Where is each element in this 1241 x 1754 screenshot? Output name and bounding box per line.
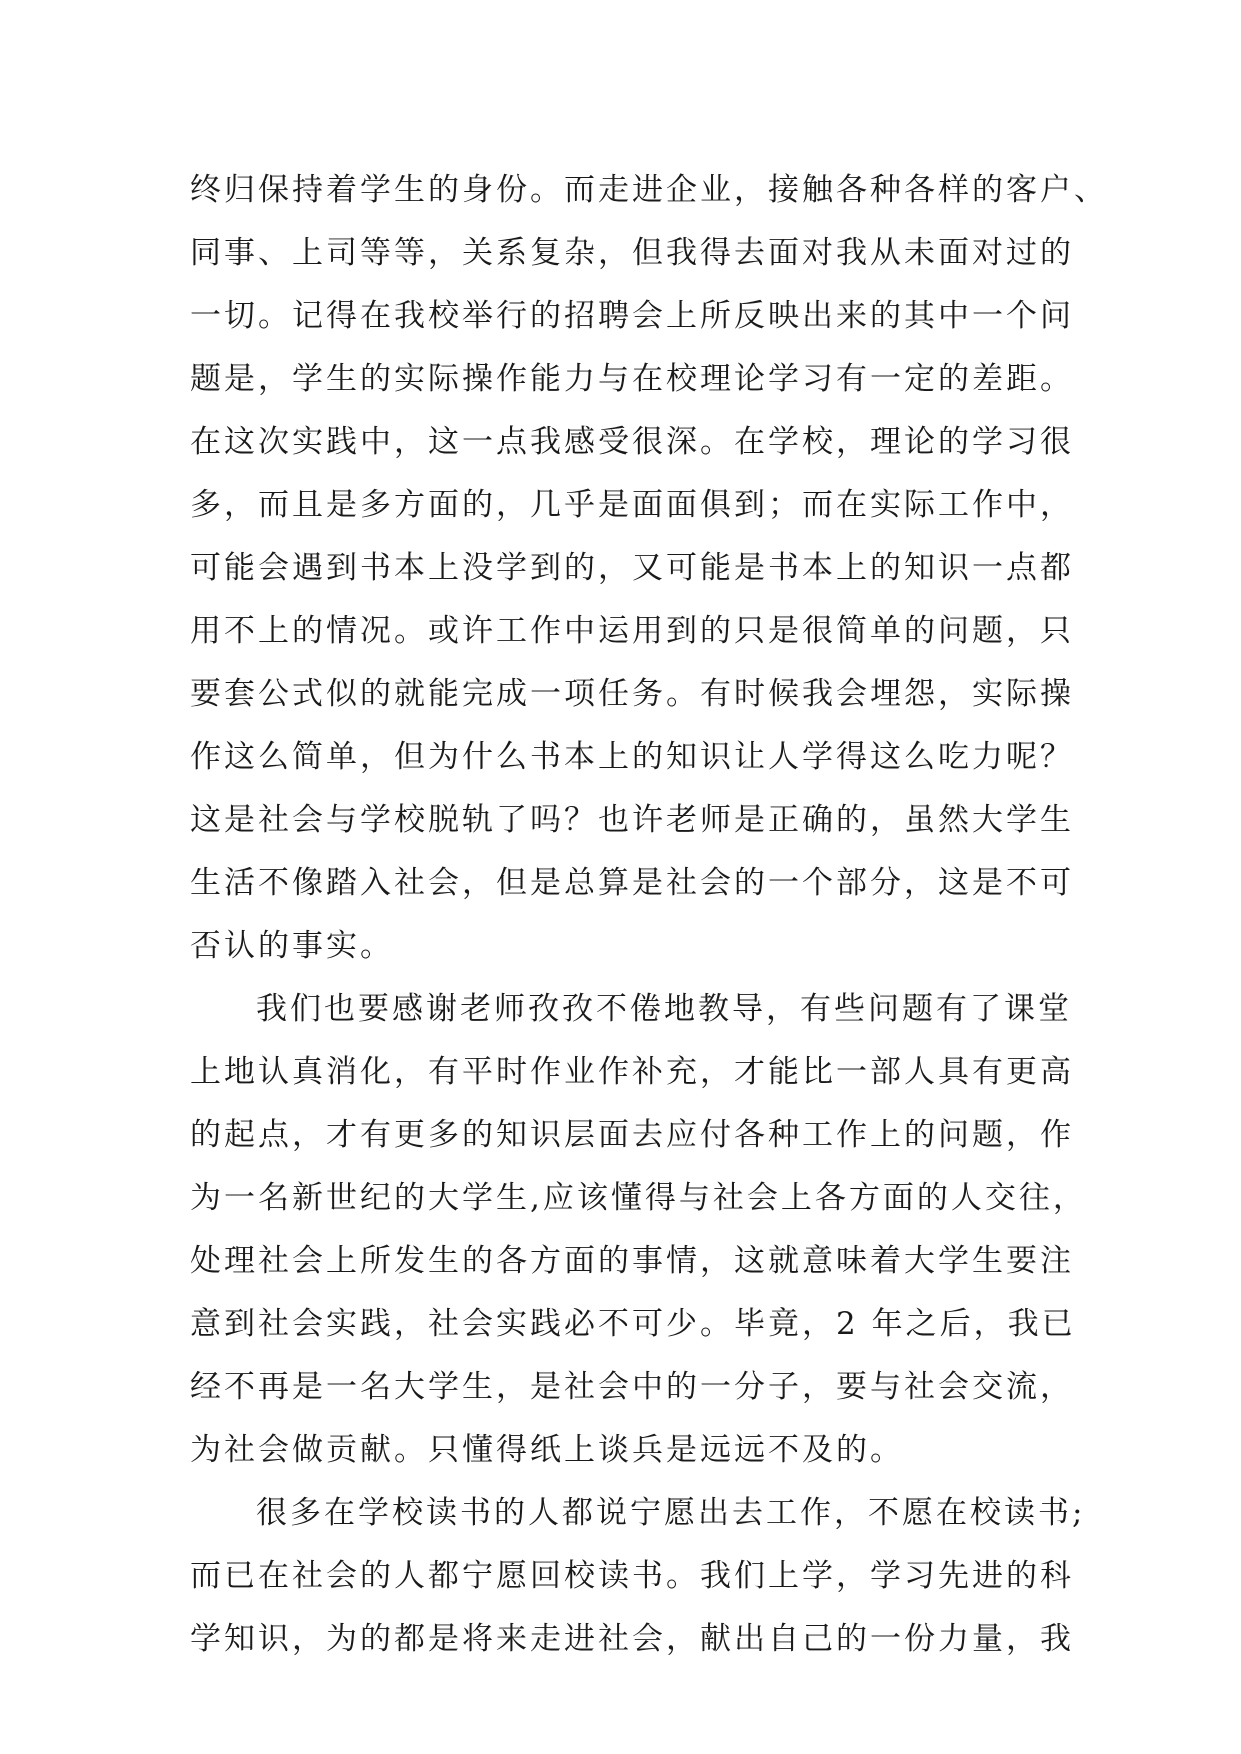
text-line: 处理社会上所发生的各方面的事情，这就意味着大学生要注 bbox=[190, 1243, 1074, 1279]
text-line: 这是社会与学校脱轨了吗？也许老师是正确的，虽然大学生 bbox=[190, 802, 1074, 838]
text-line: 生活不像踏入社会，但是总算是社会的一个部分，这是不可 bbox=[190, 865, 1074, 901]
document-body bbox=[190, 159, 1108, 1671]
paragraph-first-line: 我们也要感谢老师孜孜不倦地教导，有些问题有了课堂 bbox=[256, 991, 1072, 1027]
text-line: 学知识，为的都是将来走进社会，献出自己的一份力量，我 bbox=[190, 1621, 1074, 1657]
text-line: 题是，学生的实际操作能力与在校理论学习有一定的差距。 bbox=[190, 361, 1074, 397]
text-line: 否认的事实。 bbox=[190, 928, 394, 964]
text-line: 而已在社会的人都宁愿回校读书。我们上学，学习先进的科 bbox=[190, 1558, 1074, 1594]
text-line: 意到社会实践，社会实践必不可少。毕竟，2 年之后，我已 bbox=[190, 1306, 1076, 1342]
text-line: 用不上的情况。或许工作中运用到的只是很简单的问题，只 bbox=[190, 613, 1074, 649]
paragraph-first-line: 很多在学校读书的人都说宁愿出去工作，不愿在校读书; bbox=[256, 1495, 1086, 1531]
text-line: 作这么简单，但为什么书本上的知识让人学得这么吃力呢？ bbox=[190, 739, 1074, 775]
text-line: 终归保持着学生的身份。而走进企业，接触各种各样的客户、 bbox=[190, 172, 1108, 208]
text-line: 上地认真消化，有平时作业作补充，才能比一部人具有更高 bbox=[190, 1054, 1074, 1090]
text-line: 在这次实践中，这一点我感受很深。在学校，理论的学习很 bbox=[190, 424, 1074, 460]
text-line: 一切。记得在我校举行的招聘会上所反映出来的其中一个问 bbox=[190, 298, 1074, 334]
text-line: 多，而且是多方面的，几乎是面面俱到；而在实际工作中， bbox=[190, 487, 1074, 523]
text-line: 可能会遇到书本上没学到的，又可能是书本上的知识一点都 bbox=[190, 550, 1074, 586]
text-line: 的起点，才有更多的知识层面去应付各种工作上的问题，作 bbox=[190, 1117, 1074, 1153]
text-line: 经不再是一名大学生，是社会中的一分子，要与社会交流， bbox=[190, 1369, 1074, 1405]
text-line: 为社会做贡献。只懂得纸上谈兵是远远不及的。 bbox=[190, 1432, 904, 1468]
text-line: 要套公式似的就能完成一项任务。有时候我会埋怨，实际操 bbox=[190, 676, 1074, 712]
text-line: 为一名新世纪的大学生,应该懂得与社会上各方面的人交往， bbox=[190, 1180, 1087, 1216]
text-line: 同事、上司等等，关系复杂，但我得去面对我从未面对过的 bbox=[190, 235, 1074, 271]
